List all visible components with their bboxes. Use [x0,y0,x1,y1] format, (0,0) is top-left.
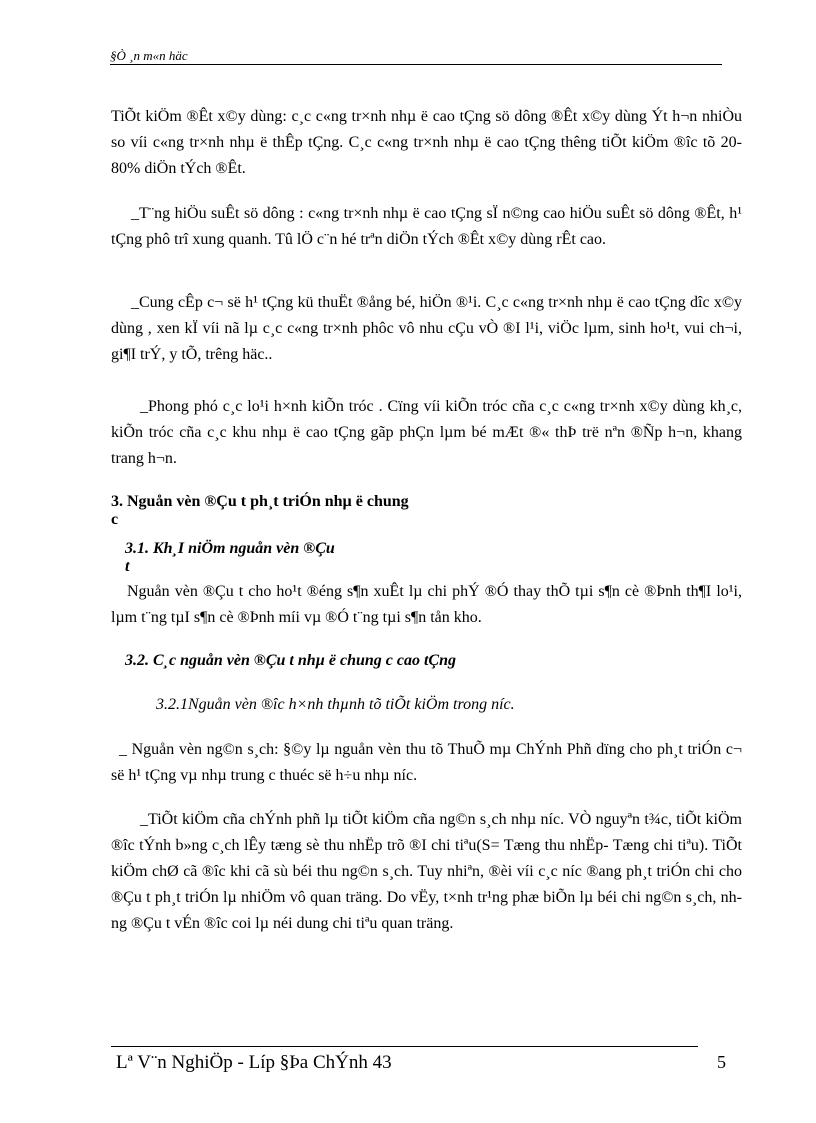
footer-divider [111,1046,698,1047]
header-divider [110,64,722,65]
section-heading-3-1: 3.1. Kh¸I niÖm nguån vèn ®Çu t [125,540,335,575]
section-heading-3: 3. Nguån vèn ®Çu t ph¸t triÓn nhµ ë chung c [111,493,409,528]
running-header: §Ò ¸n m«n häc [110,48,188,63]
paragraph-capital-concept: Nguån vèn ®Çu t cho ho¹t ®éng s¶n xuÊt lµ chi phÝ ®Ó thay thÕ tµi s¶n cè ®Þnh th¶I lo¹i, lµm t¨ng tµI s¶n cè ®Þnh míi vµ ®Ó t¨ng tµi s¶n tån kho. [111,583,742,626]
paragraph-architecture: _Phong phó c¸c lo¹i h×nh kiÕn tróc . Cïng víi kiÕn tróc cña c¸c c«ng tr×nh x©y dùng kh¸c, kiÕn tróc cña c¸c khu nhµ ë cao tÇng gãp phÇn lµm bé mÆt ®« thÞ trë nªn ®Ñp h¬n, khang trang h¬n. [111,398,742,467]
section-heading-3-2-1: 3.2.1Nguån vèn ®îc h×nh thµnh tõ tiÕt kiÖm trong níc. [156,696,515,713]
paragraph-infrastructure: _Cung cÊp c¬ së h¹ tÇng kü thuËt ®ång bé, hiÖn ®¹i. C¸c c«ng tr×nh nhµ ë cao tÇng dîc x©y dùng , xen kÏ víi nã lµ c¸c c«ng tr×nh phôc vô nhu cÇu vÒ ®I l¹i, viÖc lµm, sinh ho¹t, vui ch¬i, gi¶I trÝ, y tÕ, trêng häc.. [111,294,742,363]
paragraph-government-savings: _TiÕt kiÖm cña chÝnh phñ lµ tiÕt kiÖm cña ng©n s¸ch nhµ níc. VÒ nguyªn t¾c, tiÕt kiÖm ®îc tÝnh b»ng c¸ch lÊy tæng sè thu nhËp trõ ®I chi tiªu(S= Tæng thu nhËp- Tæng chi tiªu). TiÕt kiÖm chØ cã ®îc khi cã sù béi thu ng©n s¸ch. Tuy nhiªn, ®èi víi c¸c níc ®ang ph¸t triÓn chi cho ®Çu t ph¸t triÓn lµ nhiÖm vô quan träng. Do vËy, t×nh tr¹ng phæ biÕn lµ béi chi ng©n s¸ch, nhng ®Çu t vÉn ®îc coi lµ néi dung chi tiªu quan träng. [111,811,742,932]
paragraph-usage-efficiency: _T¨ng hiÖu suÊt sö dông : c«ng tr×nh nhµ ë cao tÇng sÏ n©ng cao hiÖu suÊt sö dông ®Êt, h¹ tÇng phô trî xung quanh. Tû lÖ c¨n hé trªn diÖn tÝch ®Êt x©y dùng rÊt cao. [111,205,742,248]
paragraph-state-budget: _ Nguån vèn ng©n s¸ch: §©y lµ nguån vèn thu tõ ThuÕ mµ ChÝnh Phñ dïng cho ph¸t triÓn c¬ së h¹ tÇng vµ nhµ trung c thuéc së h÷u nhµ níc. [111,741,742,784]
section-heading-3-2: 3.2. C¸c nguån vèn ®Çu t nhµ ë chung c cao tÇng [125,652,456,669]
footer-author: Lª V¨n NghiÖp - Líp §Þa ChÝnh 43 [116,1052,392,1073]
paragraph-land-saving: TiÕt kiÖm ®Êt x©y dùng: c¸c c«ng tr×nh nhµ ë cao tÇng sö dông ®Êt x©y dùng Ýt h¬n nhiÒu so víi c«ng tr×nh nhµ ë thÊp tÇng. C¸c c«ng tr×nh nhµ ë cao tÇng thêng tiÕt kiÖm ®îc tõ 20-80% diÖn tÝch ®Êt. [111,108,742,177]
page-number: 5 [717,1052,726,1072]
